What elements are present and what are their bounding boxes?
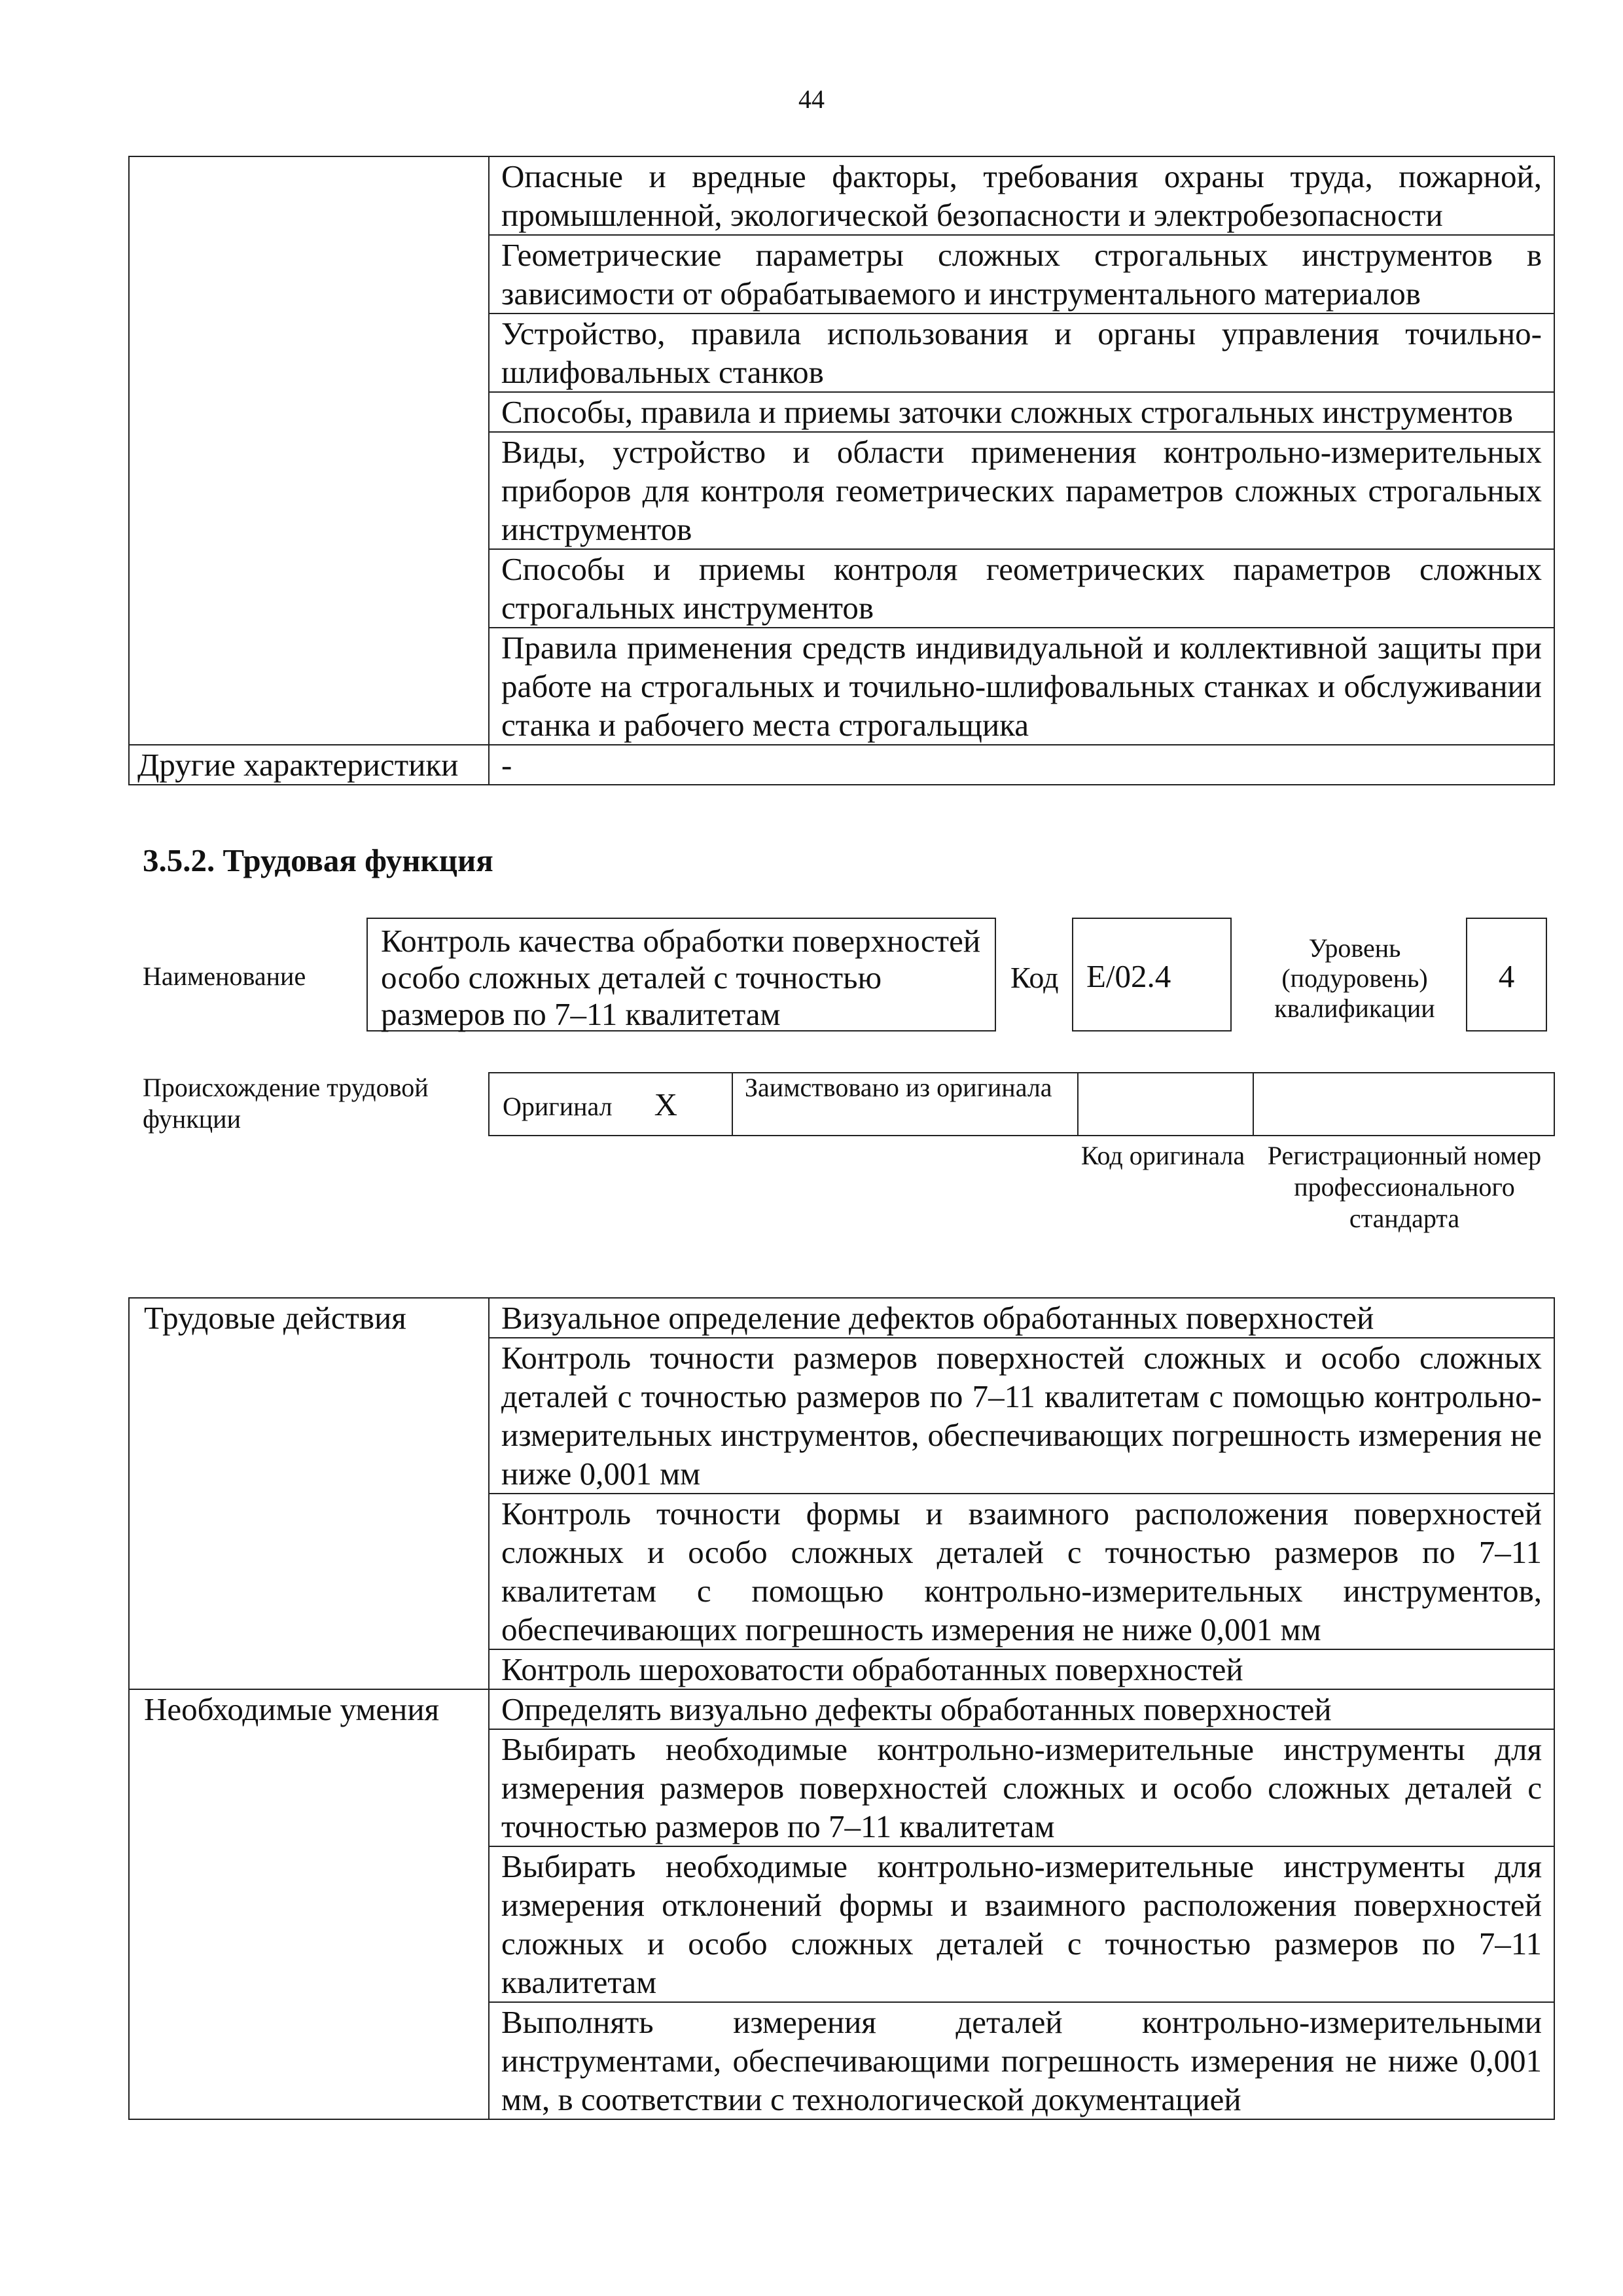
borrowed-cell — [732, 1073, 1078, 1136]
knowledge-table — [128, 156, 1555, 785]
other-label-text: Другие характеристики — [137, 747, 459, 783]
skill-item: Выполнять измерения деталей контрольно-измерительными инструментами, обеспечивающими погрешность измерения не ниже 0,001 мм, в соответствии с технологической документацией — [501, 2004, 1542, 2117]
table-row — [489, 1338, 1554, 1494]
table-row — [489, 392, 1554, 432]
original-code-cell — [1078, 1073, 1253, 1136]
code-box — [1072, 918, 1232, 1031]
level-value: 4 — [1498, 958, 1515, 994]
table-cell-text: Геометрические параметры сложных строгальных инструментов в зависимости от обрабатываемого и инструментального материалов — [501, 237, 1542, 312]
page-number: 44 — [798, 84, 825, 114]
action-item: Визуальное определение дефектов обработанных поверхностей — [501, 1300, 1374, 1336]
table-row — [489, 1298, 1554, 1338]
original-label: Оригинал — [503, 1091, 613, 1121]
table-row — [489, 1689, 1554, 1729]
table-label-cell — [129, 156, 489, 745]
function-name-text: Контроль качества обработки поверхностей особо сложных деталей с точностью размеров по 7–11 квалитетам — [381, 923, 981, 1032]
actions-label-cell — [129, 1298, 489, 1689]
origin-table — [488, 1072, 1555, 1136]
table-row — [489, 314, 1554, 392]
table-row — [489, 1729, 1554, 1846]
table-cell-text: Правила применения средств индивидуальной и коллективной защиты при работе на строгальных и точильно-шлифовальных станках и обслуживании станка и рабочего места строгальщика — [501, 630, 1542, 743]
table-cell-text: Виды, устройство и области применения контрольно-измерительных приборов для контроля геометрических параметров сложных строгальных инструментов — [501, 434, 1542, 547]
skill-item: Определять визуально дефекты обработанных поверхностей — [501, 1691, 1332, 1727]
table-row — [489, 235, 1554, 314]
action-item: Контроль точности формы и взаимного расположения поверхностей сложных и особо сложных деталей с точностью размеров по 7–11 квалитетам с помощью контрольно-измерительных инструментов, обеспечивающих погрешность измерения не ниже 0,001 мм — [501, 1496, 1542, 1647]
table-row — [489, 1846, 1554, 2002]
table-row — [489, 2002, 1554, 2119]
other-value-text: - — [501, 747, 512, 783]
code-label: Код — [1010, 961, 1059, 994]
original-mark: X — [654, 1086, 677, 1122]
skill-item: Выбирать необходимые контрольно-измерительные инструменты для измерения размеров поверхностей сложных и особо сложных деталей с точностью размеров по 7–11 квалитетам — [501, 1731, 1542, 1844]
action-item: Контроль точности размеров поверхностей сложных и особо сложных деталей с точностью размеров по 7–11 квалитетам с помощью контрольно-измерительных инструментов, обеспечивающих погрешность измерения не ниже 0,001 мм — [501, 1340, 1542, 1492]
code-value: Е/02.4 — [1086, 958, 1171, 994]
table-row — [489, 628, 1554, 745]
table-cell-text: Способы, правила и приемы заточки сложных строгальных инструментов — [501, 394, 1513, 430]
level-box — [1466, 918, 1547, 1031]
section-heading: 3.5.2. Трудовая функция — [143, 842, 493, 878]
actions-skills-table — [128, 1297, 1555, 2120]
skill-item: Выбирать необходимые контрольно-измерительные инструменты для измерения отклонений формы и взаимного расположения поверхностей сложных и особо сложных деталей с точностью размеров по 7–11 квалитетам — [501, 1848, 1542, 2000]
actions-label: Трудовые действия — [144, 1300, 406, 1336]
table-cell-text: Опасные и вредные факторы, требования охраны труда, пожарной, промышленной, экологической безопасности и электробезопасности — [501, 158, 1542, 233]
skills-label: Необходимые умения — [144, 1691, 440, 1727]
other-characteristics-label — [129, 745, 489, 785]
table-row — [489, 1494, 1554, 1649]
borrowed-label: Заимствовано из оригинала — [745, 1073, 1052, 1102]
origin-label: Происхождение трудовой функции — [143, 1073, 429, 1134]
reg-number-cell — [1253, 1073, 1554, 1136]
reg-number-caption: Регистрационный номер профессионального стандарта — [1267, 1141, 1542, 1233]
original-code-caption: Код оригинала — [1080, 1141, 1245, 1170]
table-row — [489, 156, 1554, 235]
original-cell — [489, 1073, 732, 1136]
table-cell-text: Устройство, правила использования и органы управления точильно-шлифовальных станков — [501, 315, 1542, 390]
other-characteristics-value — [489, 745, 1554, 785]
action-item: Контроль шероховатости обработанных поверхностей — [501, 1651, 1243, 1687]
level-label: Уровень (подуровень) квалификации — [1274, 933, 1435, 1023]
table-row — [489, 1649, 1554, 1689]
skills-label-cell — [129, 1689, 489, 2119]
table-row — [489, 549, 1554, 628]
table-cell-text: Способы и приемы контроля геометрических параметров сложных строгальных инструментов — [501, 551, 1542, 626]
function-name-box — [366, 918, 996, 1031]
table-row — [489, 432, 1554, 549]
name-label: Наименование — [143, 961, 306, 991]
